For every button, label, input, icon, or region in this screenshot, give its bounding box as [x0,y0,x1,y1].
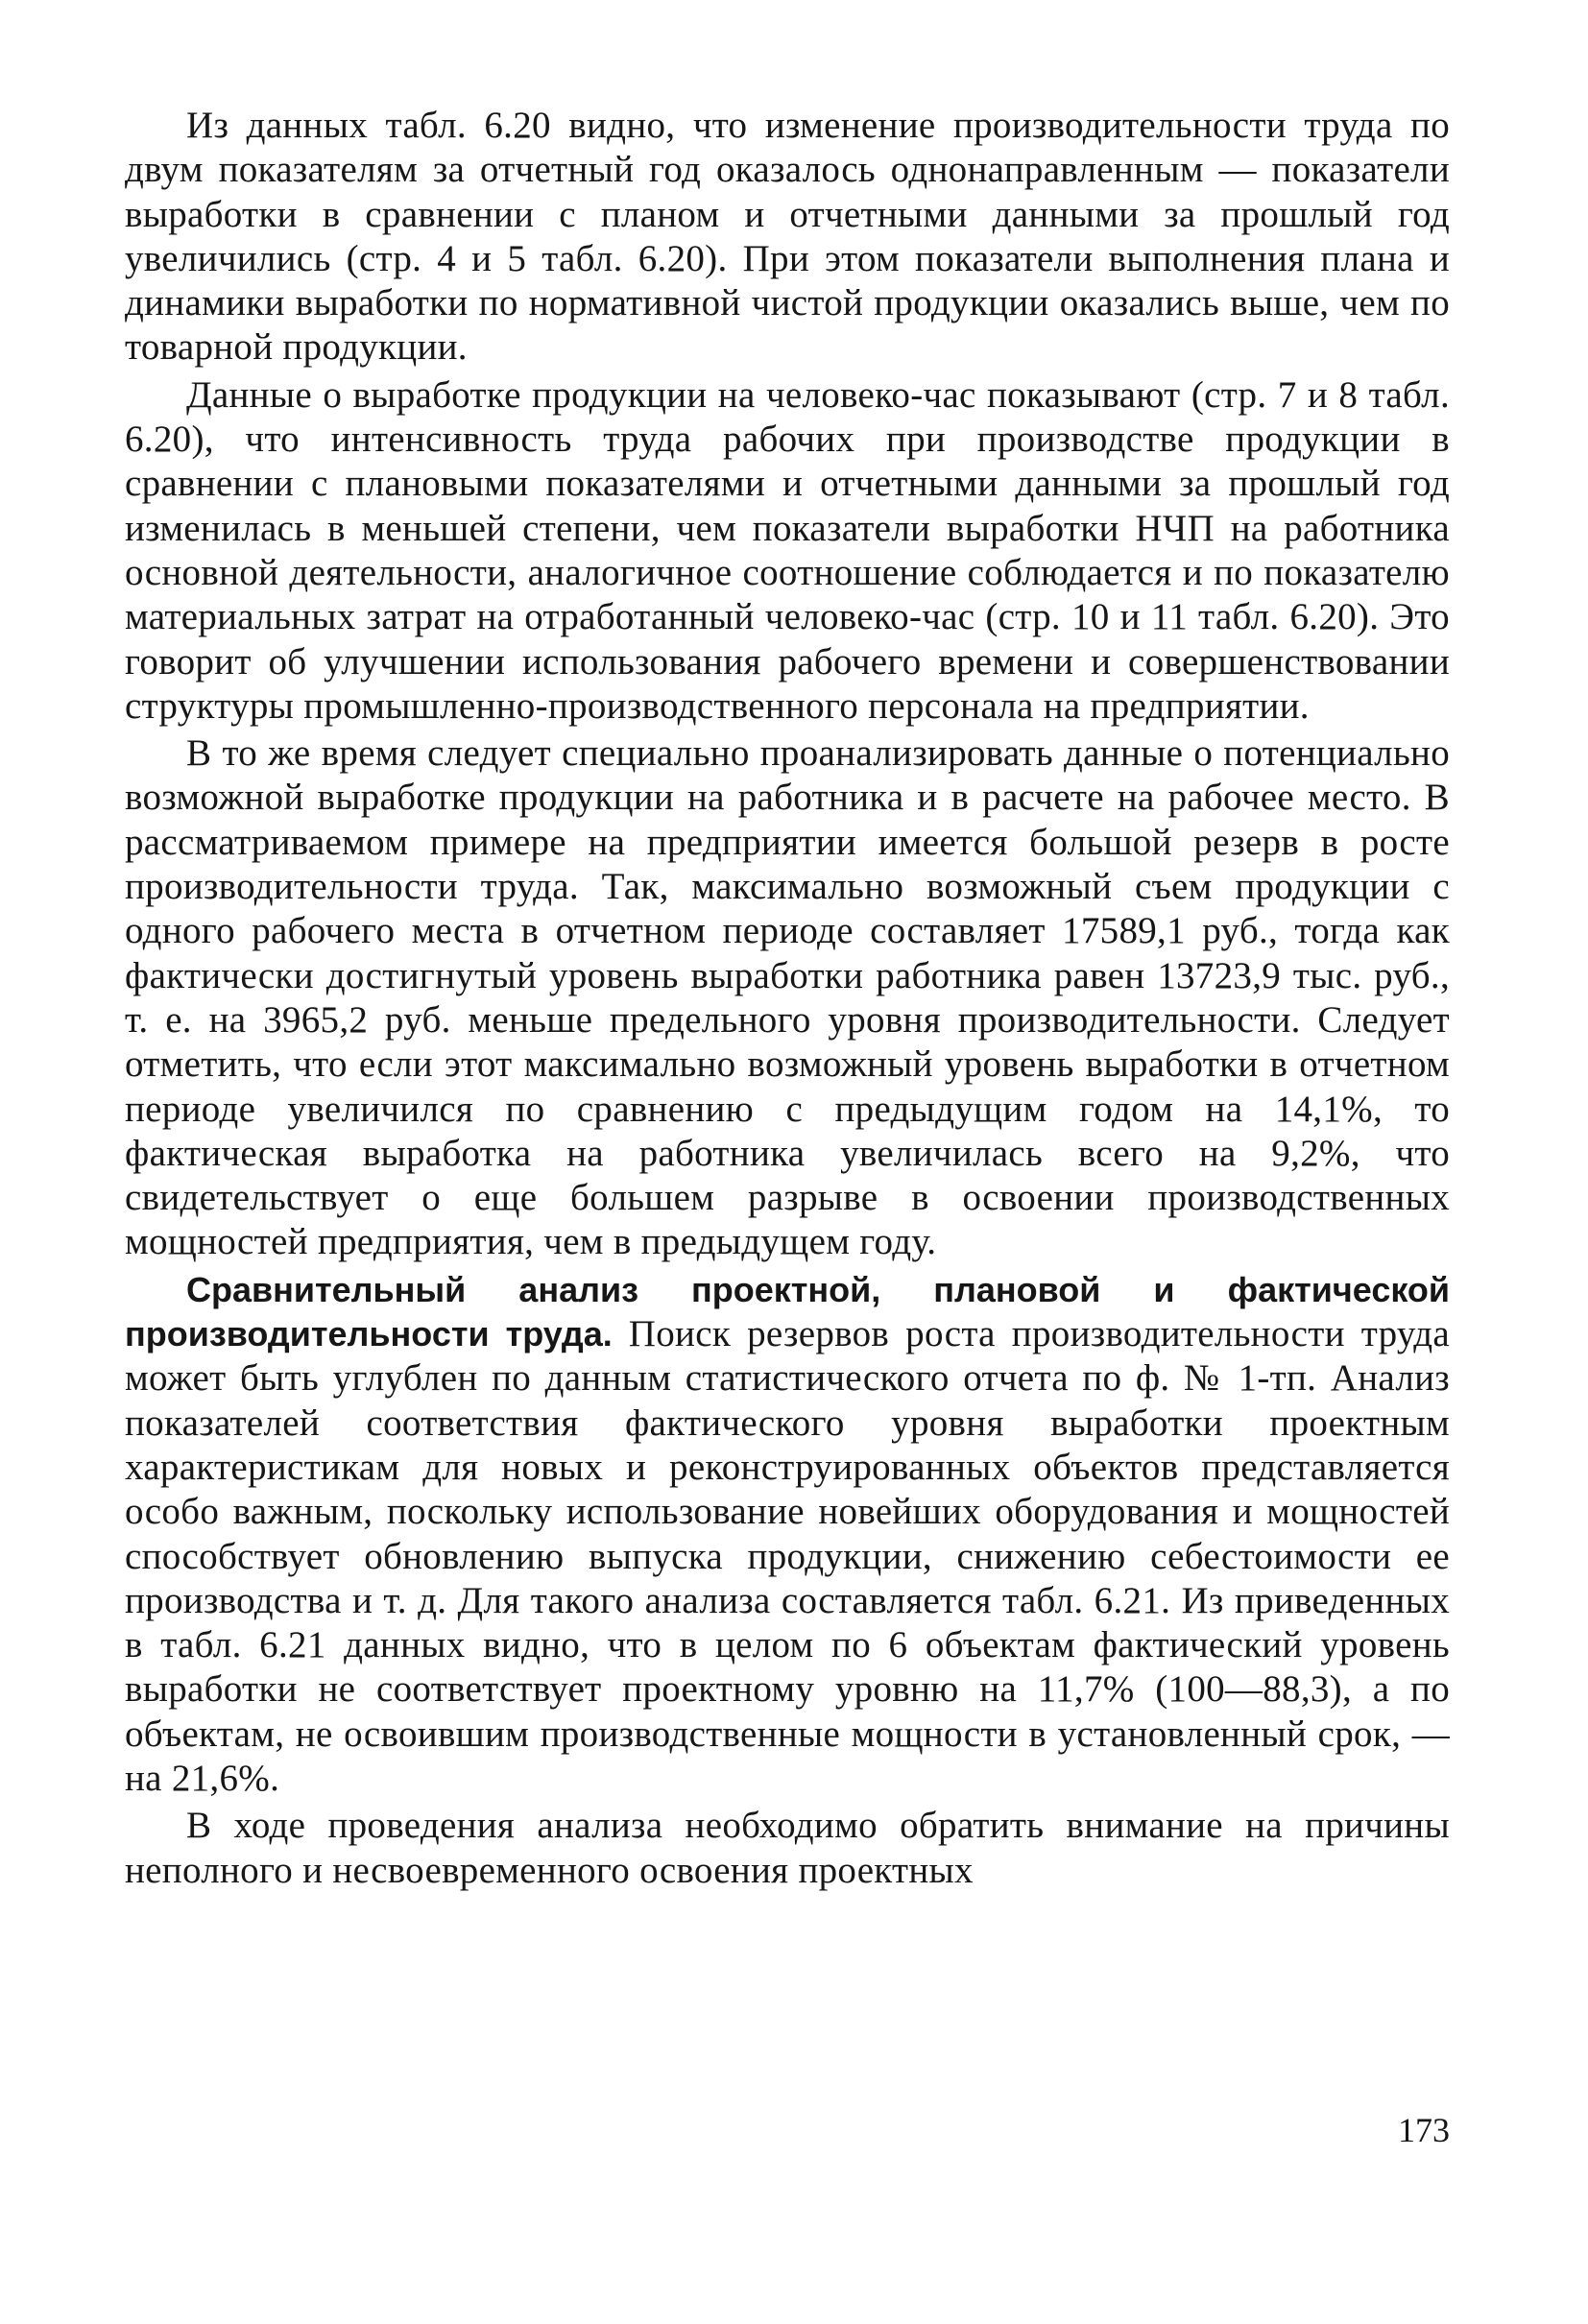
paragraph-1 [125,104,1450,371]
paragraph-5 [125,1804,1450,1893]
page-number: 173 [1398,2111,1450,2149]
paragraph-4-text: Поиск резервов роста производительности труда может быть углублен по данным статистического отчета по ф. № 1-тп. Анализ показателей соответствия фактического уровня выработки проектным характеристикам для новых и реконструированных объектов представляется особо важным, поскольку использование новейших оборудования и мощностей способствует обновлению выпуска продукции, снижению себестоимости ее производства и т. д. Для такого анализа составляется табл. 6.21. Из приведенных в табл. 6.21 данных видно, что в целом по 6 объектам фактический уровень выработки не соответствует проектному уровню на 11,7% (100—88,3), а по объектам, не освоившим производственные мощности в установленный срок, — на 21,6%. [125,1313,1450,1799]
paragraph-1-text: Из данных табл. 6.20 видно, что изменение производительности труда по двум показателям за отчетный год оказалось однонаправленным — показатели выработки в сравнении с планом и отчетными данными за прошлый год увеличились (стр. 4 и 5 табл. 6.20). При этом показатели выполнения плана и динамики выработки по нормативной чистой продукции оказались выше, чем по товарной продукции. [125,105,1450,369]
paragraph-3 [125,731,1450,1265]
paragraph-5-text: В ходе проведения анализа необходимо обратить внимание на причины неполного и несвоевременного освоения проектных [125,1805,1450,1891]
paragraph-2-text: Данные о выработке продукции на человеко-час показывают (стр. 7 и 8 табл. 6.20), что интенсивность труда рабочих при производстве продукции в сравнении с плановыми показателями и отчетными данными за прошлый год изменилась в меньшей степени, чем показатели выработки НЧП на работника основной деятельности, аналогичное соотношение соблюдается и по показателю материальных затрат на отработанный человеко-час (стр. 10 и 11 табл. 6.20). Это говорит об улучшении использования рабочего времени и совершенствовании структуры промышленно-производственного персонала на предприятии. [125,373,1450,727]
paragraph-3-text: В то же время следует специально проанализировать данные о потенциально возможной выработке продукции на работника и в расчете на рабочее место. В рассматриваемом примере на предприятии имеется большой резерв в росте производительности труда. Так, максимально возможный съем продукции с одного рабочего места в отчетном периоде составляет 17589,1 руб., тогда как фактически достигнутый уровень выработки работника равен 13723,9 тыс. руб., т. е. на 3965,2 руб. меньше предельного уровня производительности. Следует отметить, что если этот максимально возможный уровень выработки в отчетном периоде увеличился по сравнению с предыдущим годом на 14,1%, то фактическая выработка на работника увеличилась всего на 9,2%, что свидетельствует о еще большем разрыве в освоении производственных мощностей предприятия, чем в предыдущем году. [125,732,1450,1263]
paragraph-2 [125,373,1450,729]
document-page [125,104,1450,1893]
section-heading: Сравнительный анализ проектной, плановой и фактической производительности труда. [125,1269,1450,1354]
paragraph-4 [125,1268,1450,1802]
